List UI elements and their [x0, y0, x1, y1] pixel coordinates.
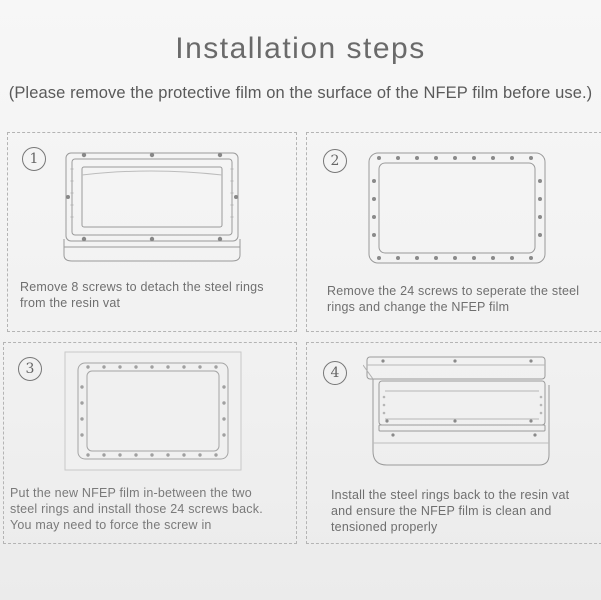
caption-line: Put the new NFEP film in-between the two: [10, 486, 252, 500]
step-panel-1: [7, 132, 297, 332]
step-caption-2: [327, 283, 579, 315]
page-subtitle: (Please remove the protective film on the surface of the NFEP film before use.): [8, 84, 593, 102]
caption-line: steel rings and install those 24 screws back.: [10, 502, 263, 516]
page-title: Installation steps: [175, 32, 426, 65]
caption-line: You may need to force the screw in: [10, 518, 212, 532]
step-caption-3: [10, 485, 263, 533]
step-caption-1: [20, 279, 264, 311]
step-panel-4: [306, 342, 601, 544]
caption-line: Remove 8 screws to detach the steel rings: [20, 280, 264, 294]
step-panel-3: [3, 342, 297, 544]
resin-vat-illustration: [60, 147, 250, 267]
caption-line: from the resin vat: [20, 296, 121, 310]
caption-line: tensioned properly: [331, 520, 438, 534]
step-caption-4: [331, 487, 569, 535]
assembled-resin-vat-illustration: [363, 355, 553, 471]
caption-line: Install the steel rings back to the resin vat: [331, 488, 570, 502]
step-number-3: 3: [18, 357, 42, 381]
step-number-2: 2: [323, 149, 347, 173]
caption-line: Remove the 24 screws to seperate the steel: [327, 284, 580, 298]
step-number-1: 1: [22, 147, 46, 171]
step-number-4: 4: [323, 361, 347, 385]
caption-line: and ensure the NFEP film is clean and: [331, 504, 552, 518]
caption-line: rings and change the NFEP film: [327, 300, 510, 314]
step-panel-2: [306, 132, 601, 332]
steel-ring-frame-illustration: [365, 149, 549, 267]
steel-rings-new-film-illustration: [64, 351, 244, 473]
